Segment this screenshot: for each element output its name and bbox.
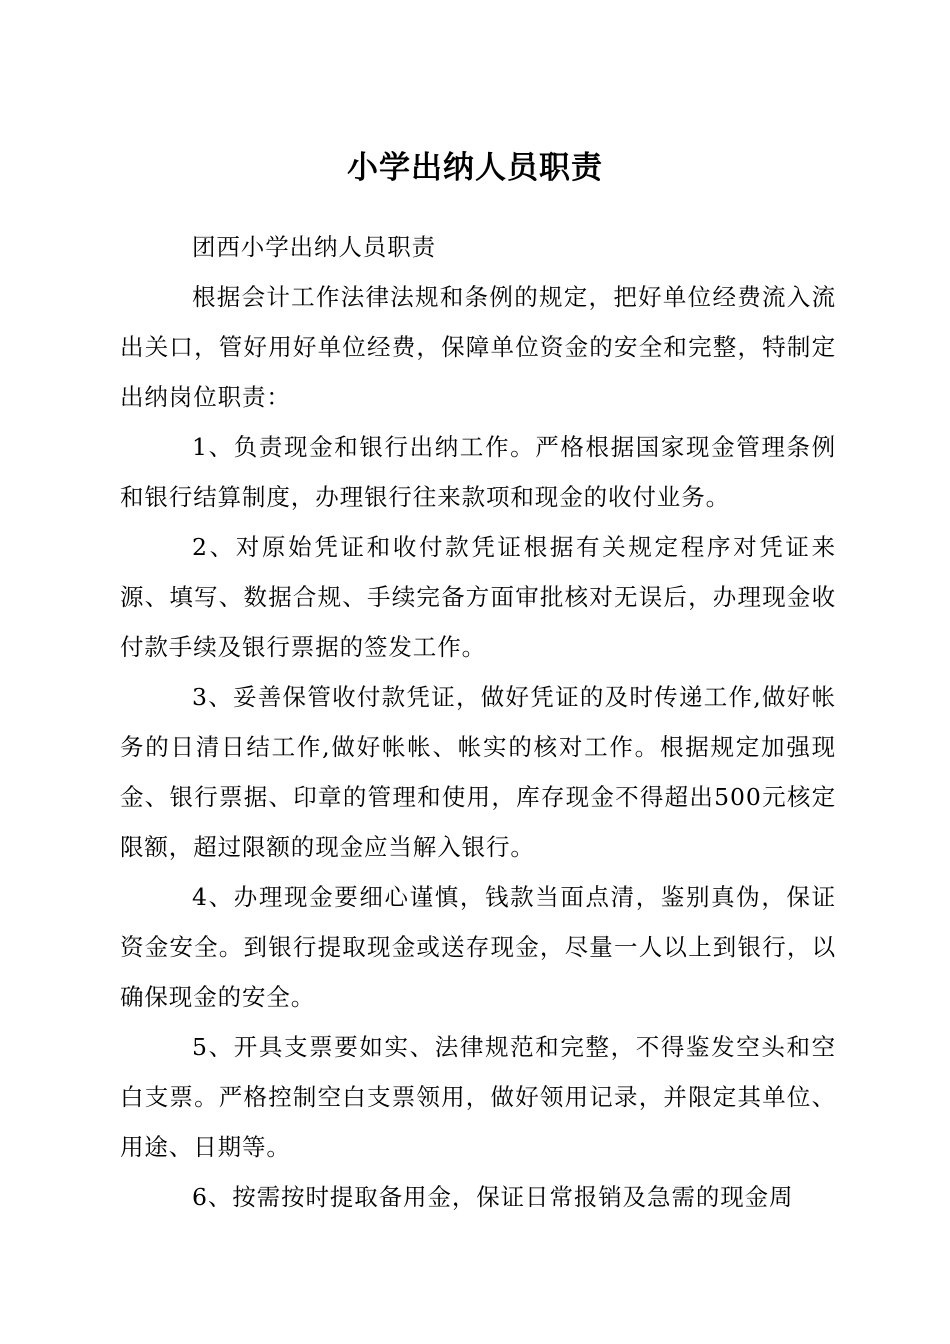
paragraph-duty-3: 3、妥善保管收付款凭证，做好凭证的及时传递工作,做好帐务的日清日结工作,做好帐帐、帐实的核对工作。根据规定加强现金、银行票据、印章的管理和使用，库存现金不得超出500元核定限额，超过限额的现金应当解入银行。 bbox=[120, 683, 836, 861]
paragraph-duty-2: 2、对原始凭证和收付款凭证根据有关规定程序对凭证来源、填写、数据合规、手续完备方面审批核对无误后，办理现金收付款手续及银行票据的签发工作。 bbox=[120, 533, 836, 661]
paragraph-subtitle: 团西小学出纳人员职责 bbox=[192, 233, 436, 261]
paragraph-duty-1: 1、负责现金和银行出纳工作。严格根据国家现金管理条例和银行结算制度，办理银行往来款项和现金的收付业务。 bbox=[120, 433, 836, 511]
document-title: 小学出纳人员职责 bbox=[347, 150, 603, 186]
paragraph-duty-4: 4、办理现金要细心谨慎，钱款当面点清，鉴别真伪，保证资金安全。到银行提取现金或送存现金，尽量一人以上到银行，以确保现金的安全。 bbox=[120, 883, 836, 1011]
paragraph-duty-5: 5、开具支票要如实、法律规范和完整，不得鉴发空头和空白支票。严格控制空白支票领用，做好领用记录，并限定其单位、用途、日期等。 bbox=[120, 1033, 836, 1161]
paragraph-duty-6: 6、按需按时提取备用金，保证日常报销及急需的现金周 bbox=[192, 1183, 794, 1211]
document-body bbox=[120, 222, 836, 1222]
paragraph-intro: 根据会计工作法律法规和条例的规定，把好单位经费流入流出关口，管好用好单位经费，保障单位资金的安全和完整，特制定出纳岗位职责： bbox=[120, 283, 836, 411]
